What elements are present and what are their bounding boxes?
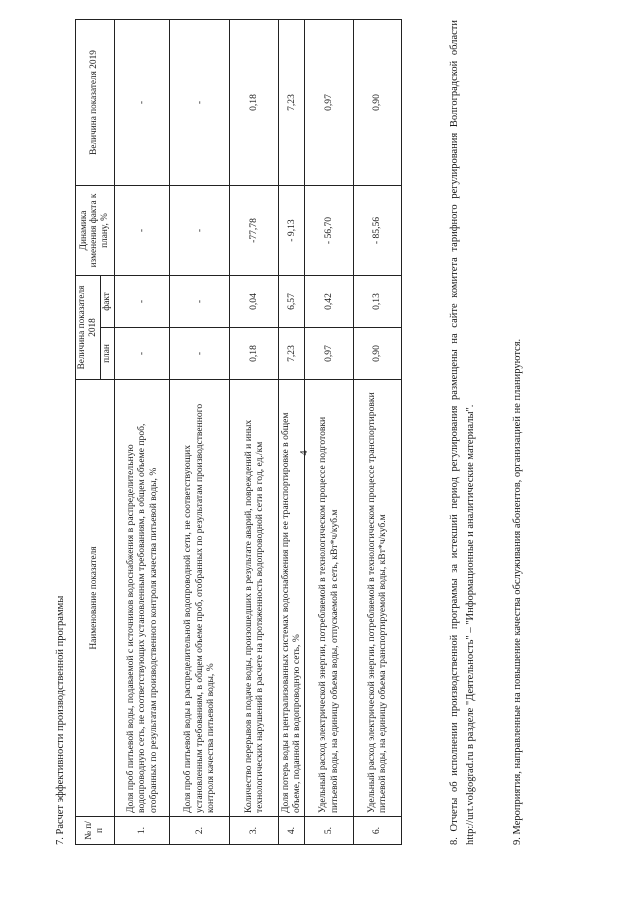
row-fact: 0,04 [229,275,278,327]
row-dynamics: - 9,13 [278,185,304,275]
row-num: 6. [353,817,401,845]
row-name: Удельный расход электрической энергии, потребляемой в технологическом процессе подготовки питьевой воды, на единицу объема воды, отпускаемой в сеть, кВт*ч/куб.м [304,380,353,817]
row-value-2019: 0,97 [304,19,353,185]
row-dynamics: - 56,70 [304,185,353,275]
row-dynamics: - [114,185,169,275]
row-plan: - [114,328,169,380]
header-plan: план [100,328,114,380]
row-num: 5. [304,817,353,845]
row-value-2019: - [114,19,169,185]
row-name: Удельный расход электрической энергии, потребляемой в технологическом процессе транспортировки питьевой воды, на единицу объема транспортируемой воды, кВт*ч/куб.м [353,380,401,817]
table-row [169,19,229,844]
row-dynamics: - 85,56 [353,185,401,275]
row-num: 3. [229,817,278,845]
table-row [353,19,401,844]
row-name: Доля потерь воды в централизованных системах водоснабжения при ее транспортировке в общем объеме, поданной в водопроводную сеть, % [278,380,304,817]
row-name: Доля проб питьевой воды в распределительной водопроводной сети, не соответствующих установленным требованиям, в общем объеме проб, отобранных по результатам производственного контроля качества питьевой воды, % [169,380,229,817]
row-plan: 0,90 [353,328,401,380]
table-header-row [76,19,101,844]
row-plan: 0,18 [229,328,278,380]
row-num: 4. [278,817,304,845]
header-dynamics: Динамика изменения факта к плану, % [76,185,115,275]
note-reports-publication: 8. Отчеты об исполнении производственной программы за истекший период регулирования размещены на сайте комитета тарифного регулирования Волгоградской области http://urt.volgograd.ru в разделе "Деятельность" – "Информационные и аналитические материалы". [449,20,476,845]
row-num: 1. [114,817,169,845]
row-dynamics: -77,78 [229,185,278,275]
row-value-2019: 0,18 [229,19,278,185]
row-fact: 0,42 [304,275,353,327]
row-fact: - [169,275,229,327]
page-number: 4 [299,450,310,456]
efficiency-table [75,19,402,845]
header-fact: факт [100,275,114,327]
row-plan: 0,97 [304,328,353,380]
row-value-2019: 7,23 [278,19,304,185]
row-name: Количество перерывов в подаче воды, произошедших в результате аварий, повреждений и иных технологических нарушений в расчете на протяженность водопроводной сети в год, ед./км [229,380,278,817]
table-row [114,19,169,844]
row-value-2019: 0,90 [353,19,401,185]
row-plan: - [169,328,229,380]
row-fact: 0,13 [353,275,401,327]
note-service-quality: 9. Мероприятия, направленные на повышение качества обслуживания абонентов, организацией не планируются. [512,338,523,845]
table-row [278,19,304,844]
section-title: 7. Расчет эффективности производственной программы [55,595,66,845]
row-value-2019: - [169,19,229,185]
row-fact: - [114,275,169,327]
header-num: № п/п [76,817,115,845]
table-row [304,19,353,844]
row-fact: 6,57 [278,275,304,327]
header-value-2019: Величина показателя 2019 [76,19,115,185]
row-num: 2. [169,817,229,845]
row-dynamics: - [169,185,229,275]
rotated-page-content [55,20,580,845]
header-value-2018: Величина показателя 2018 [76,275,101,379]
row-plan: 7,23 [278,328,304,380]
row-name: Доля проб питьевой воды, подаваемой с источников водоснабжения в распределительную водопроводную сеть, не соответствующих установленным требованиям, в общем объеме проб, отобранных по результатам производственного контроля качества питьевой воды, % [114,380,169,817]
table-row [229,19,278,844]
header-name: Наименование показателя [76,380,115,817]
